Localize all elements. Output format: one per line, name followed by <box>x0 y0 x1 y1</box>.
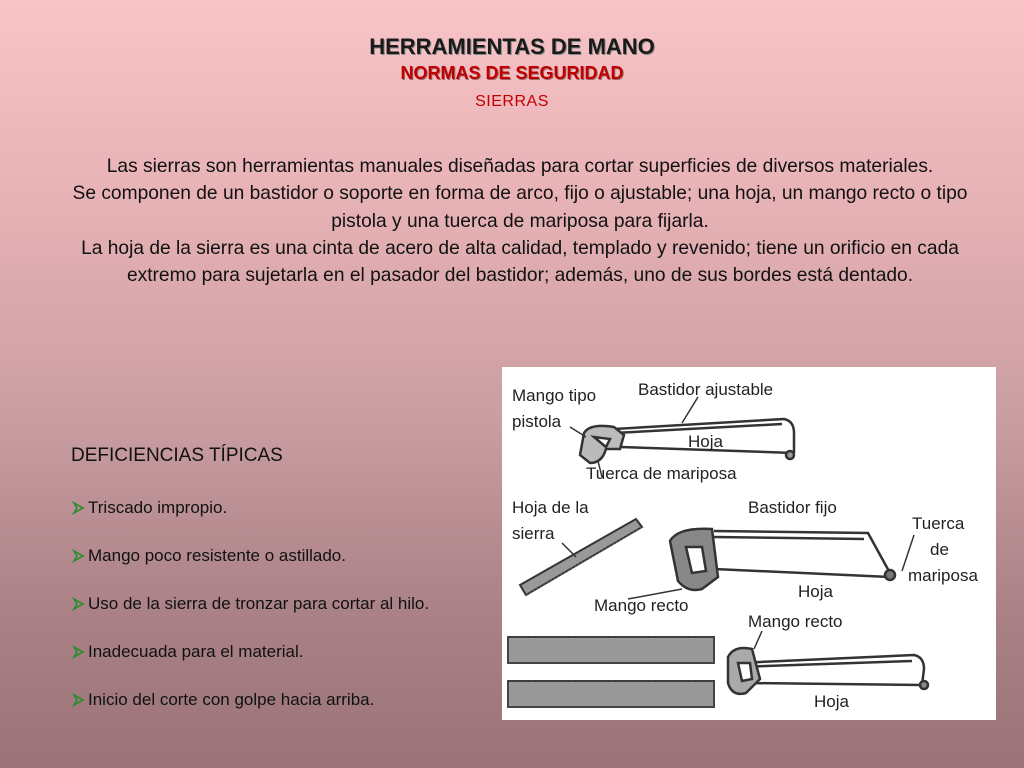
saw-diagram <box>502 367 996 720</box>
deficiencies-list <box>72 498 429 738</box>
list-item-text: Inadecuada para el material. <box>88 642 304 661</box>
page-subtitle: NORMAS DE SEGURIDAD <box>400 63 624 83</box>
list-item-text: Inicio del corte con golpe hacia arriba. <box>88 690 375 709</box>
label-mango-recto-2: Mango recto <box>748 612 843 631</box>
section-title: SIERRAS <box>475 93 549 110</box>
label-mango-recto-1: Mango recto <box>594 596 689 615</box>
intro-paragraph: Se componen de un bastidor o soporte en forma de arco, fijo o ajustable; una hoja, un mango recto o tipo pistola y una tuerca de mariposa para fijarla. <box>72 183 968 232</box>
fixed-hacksaw-icon <box>670 529 895 590</box>
arrow-bullet-icon <box>72 501 86 515</box>
label-bastidor-ajustable: Bastidor ajustable <box>638 380 774 399</box>
page-title: HERRAMIENTAS DE MANO <box>369 34 655 59</box>
label-tuerca: Tuerca <box>912 514 965 533</box>
deficiencies-title: DEFICIENCIAS TÍPICAS <box>71 445 283 466</box>
label-hoja-3: Hoja <box>814 692 849 711</box>
arrow-bullet-icon <box>72 645 86 659</box>
adjustable-hacksaw-icon <box>580 419 794 463</box>
list-item-text: Triscado impropio. <box>88 498 228 517</box>
list-item <box>72 546 429 594</box>
arrow-bullet-icon <box>72 549 86 563</box>
label-hoja-de-la: Hoja de la <box>512 498 589 517</box>
arrow-bullet-icon <box>72 693 86 707</box>
list-item <box>72 642 429 690</box>
list-item-text: Mango poco resistente o astillado. <box>88 546 346 565</box>
saw-illustration <box>502 367 996 720</box>
label-de: de <box>930 540 949 559</box>
list-item-text: Uso de la sierra de tronzar para cortar al hilo. <box>88 594 430 613</box>
list-item <box>72 594 429 642</box>
list-item <box>72 690 429 738</box>
label-sierra: sierra <box>512 524 555 543</box>
intro-paragraph: Las sierras son herramientas manuales diseñadas para cortar superficies de diversos materiales. <box>106 156 934 177</box>
label-tuerca-de-mariposa: Tuerca de mariposa <box>586 464 737 483</box>
label-pistola: pistola <box>512 412 562 431</box>
label-mariposa: mariposa <box>908 566 978 585</box>
label-hoja: Hoja <box>688 432 723 451</box>
label-bastidor-fijo: Bastidor fijo <box>748 498 837 517</box>
label-mango-tipo: Mango tipo <box>512 386 597 405</box>
small-hacksaw-icon <box>728 648 928 694</box>
intro-paragraph: La hoja de la sierra es una cinta de acero de alta calidad, templado y revenido; tiene un orificio en cada extremo para sujetarla en el pasador del bastidor; además, uno de sus bordes está dentado. <box>81 237 959 287</box>
label-hoja-2: Hoja <box>798 582 833 601</box>
intro-text <box>70 153 970 289</box>
arrow-bullet-icon <box>72 597 86 611</box>
list-item <box>72 498 429 546</box>
wood-samples-icon <box>508 637 714 707</box>
